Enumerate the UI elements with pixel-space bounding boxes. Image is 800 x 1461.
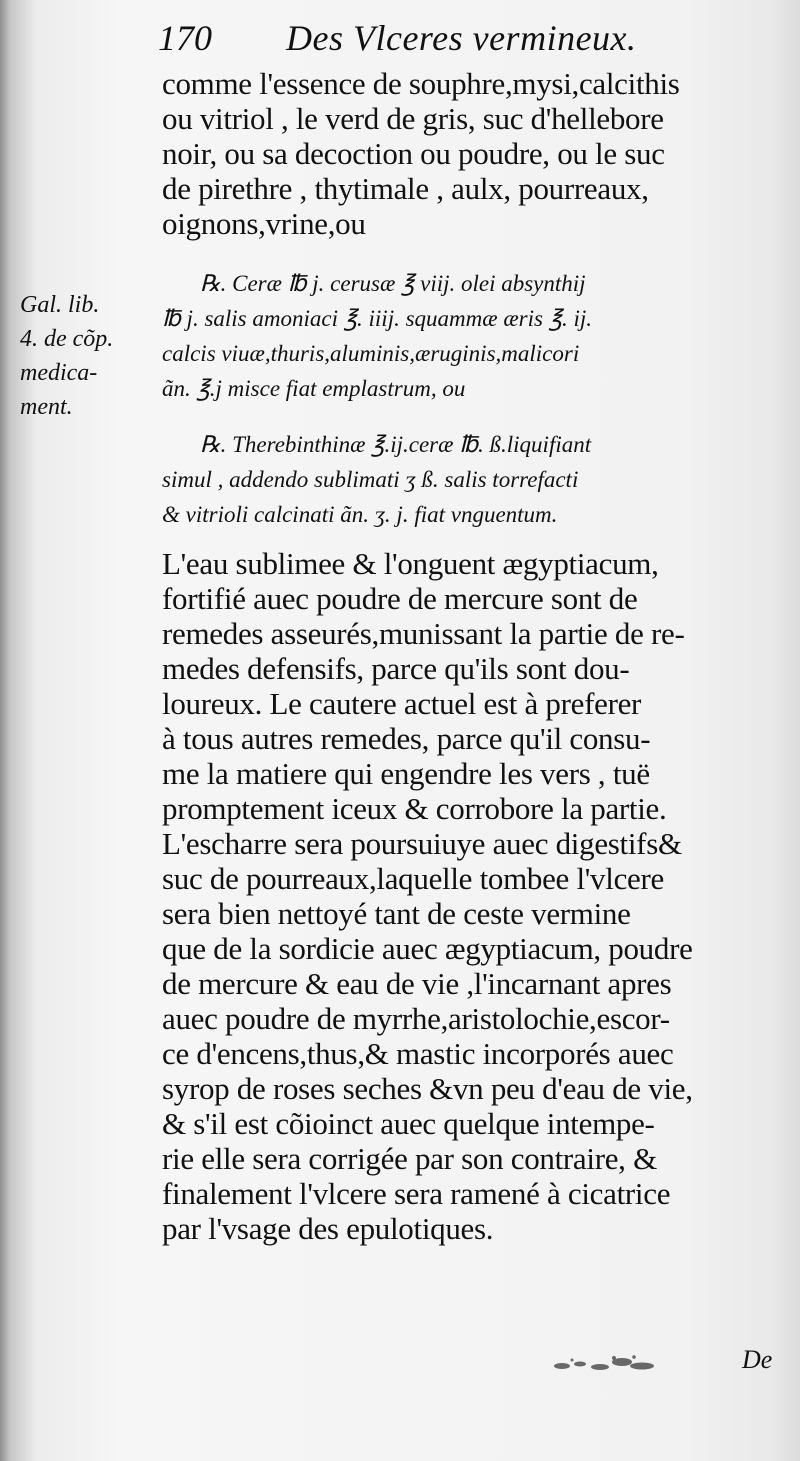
text-line: finalement l'vlcere sera ramené à cicatrice: [162, 1176, 671, 1211]
paragraph-1: [162, 66, 770, 241]
recipe-line: ℞. Therebinthinæ ℥.ij.ceræ ℔. ß.liquifiant: [200, 432, 592, 457]
text-line: que de la sordicie auec ægyptiacum, poudre: [162, 931, 693, 966]
text-line: L'escharre sera poursuiuye auec digestifs&: [162, 826, 682, 861]
text-line: & s'il est cõioinct auec quelque intempe-: [162, 1106, 655, 1141]
text-line: de mercure & eau de vie ,l'incarnant apres: [162, 966, 672, 1001]
text-line: oignons,vrine,ou: [162, 206, 366, 241]
paragraph-2: [162, 546, 770, 1246]
page-header: [158, 14, 718, 62]
recipe-1: [162, 266, 770, 406]
text-line: de pirethre , thytimale , aulx, pourreaux,: [162, 171, 649, 206]
marginal-note-line: medica-: [20, 360, 98, 386]
recipe-line: & vitrioli calcinati ãn. ʒ. j. fiat vnguentum.: [162, 502, 558, 527]
marginal-note-line: 4. de cõp.: [20, 326, 114, 352]
ink-smudge-ornament: [550, 1350, 660, 1376]
recipe-2: [162, 427, 770, 532]
text-line: remedes asseurés,munissant la partie de re-: [162, 616, 685, 651]
text-line: sera bien nettoyé tant de ceste vermine: [162, 896, 631, 931]
text-line: L'eau sublimee & l'onguent ægyptiacum,: [162, 546, 659, 581]
text-line: rie elle sera corrigée par son contraire, &: [162, 1141, 657, 1176]
recipe-line: ℔ j. salis amoniaci ℥. iiij. squammæ æris ℥. ij.: [162, 306, 593, 331]
text-line: ou vitriol , le verd de gris, suc d'hellebore: [162, 101, 664, 136]
text-line: à tous autres remedes, parce qu'il consu-: [162, 721, 651, 756]
recipe-line: ℞. Ceræ ℔ j. cerusæ ℥ viij. olei absynthij: [200, 271, 586, 296]
text-line: loureux. Le cautere actuel est à preferer: [162, 686, 642, 721]
text-line: auec poudre de myrrhe,aristolochie,escor-: [162, 1001, 670, 1036]
text-line: medes defensifs, parce qu'ils sont dou-: [162, 651, 630, 686]
text-line: syrop de roses seches &vn peu d'eau de vie,: [162, 1071, 693, 1106]
text-line: fortifié auec poudre de mercure sont de: [162, 581, 638, 616]
text-line: ce d'encens,thus,& mastic incorporés auec: [162, 1036, 674, 1071]
recipe-line: calcis viuæ,thuris,aluminis,æruginis,malicori: [162, 341, 580, 366]
text-line: me la matiere qui engendre les vers , tuë: [162, 756, 650, 791]
marginal-note: [20, 288, 158, 424]
marginal-note-line: Gal. lib.: [20, 292, 100, 318]
catchword: De: [742, 1345, 773, 1374]
text-line: promptement iceux & corrobore la partie.: [162, 791, 667, 826]
text-line: noir, ou sa decoction ou poudre, ou le suc: [162, 136, 665, 171]
text-line: suc de pourreaux,laquelle tombee l'vlcere: [162, 861, 664, 896]
text-line: par l'vsage des epulotiques.: [162, 1211, 494, 1246]
text-line: comme l'essence de souphre,mysi,calcithis: [162, 66, 680, 101]
marginal-note-line: ment.: [20, 394, 73, 420]
recipe-line: simul , addendo sublimati ʒ ß. salis torrefacti: [162, 467, 579, 492]
recipe-line: ãn. ℥.j misce fiat emplastrum, ou: [162, 376, 466, 401]
running-title: Des Vlceres vermineux.: [286, 18, 637, 58]
page-number: 170: [158, 18, 212, 58]
